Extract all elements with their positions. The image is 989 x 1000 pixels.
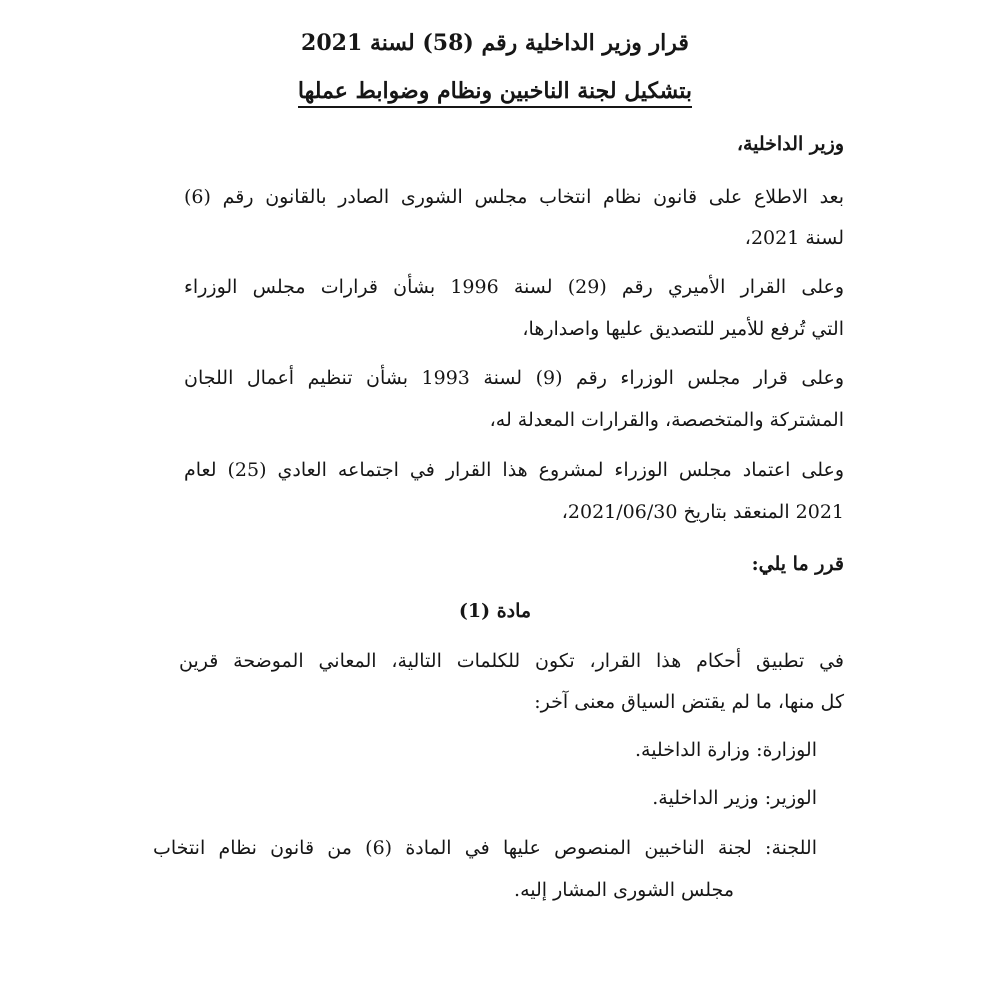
definition-minister: الوزير: وزير الداخلية. [652,787,817,809]
article-1-intro-line-1: في تطبيق أحكام هذا القرار، تكون للكلمات التالية، المعاني الموضحة قرين [179,650,844,672]
definition-committee-line-2: مجلس الشورى المشار إليه. [514,879,734,901]
preamble-1-line-2: لسنة 2021، [744,227,844,249]
preamble-4-line-1: وعلى اعتماد مجلس الوزراء لمشروع هذا القرار في اجتماعه العادي (25) لعام [184,459,844,481]
definition-committee-line-1: اللجنة: لجنة الناخبين المنصوص عليها في المادة (6) من قانون نظام انتخاب [153,837,817,859]
decision-heading: قرر ما يلي: [751,553,844,575]
document-subtitle [150,76,840,106]
issuer-line: وزير الداخلية، [736,133,844,155]
preamble-2-line-2: التي تُرفع للأمير للتصديق عليها واصدارها، [522,318,844,340]
definition-ministry: الوزارة: وزارة الداخلية. [634,739,817,761]
preamble-3-line-1: وعلى قرار مجلس الوزراء رقم (9) لسنة 1993 بشأن تنظيم أعمال اللجان [184,367,844,389]
preamble-1-line-1: بعد الاطلاع على قانون نظام انتخاب مجلس الشورى الصادر بالقانون رقم (6) [184,186,844,208]
document-title: قرار وزير الداخلية رقم (58) لسنة 2021 [301,30,689,56]
preamble-4-line-2: 2021 المنعقد بتاريخ 2021/06/30، [561,501,844,523]
document-subtitle-text: بتشكيل لجنة الناخبين ونظام وضوابط عملها [298,78,692,108]
preamble-2-line-1: وعلى القرار الأميري رقم (29) لسنة 1996 بشأن قرارات مجلس الوزراء [184,276,845,298]
article-1-intro-line-2: كل منها، ما لم يقتض السياق معنى آخر: [534,691,844,713]
article-1-heading: مادة (1) [458,600,532,622]
preamble-3-line-2: المشتركة والمتخصصة، والقرارات المعدلة له، [489,409,844,431]
